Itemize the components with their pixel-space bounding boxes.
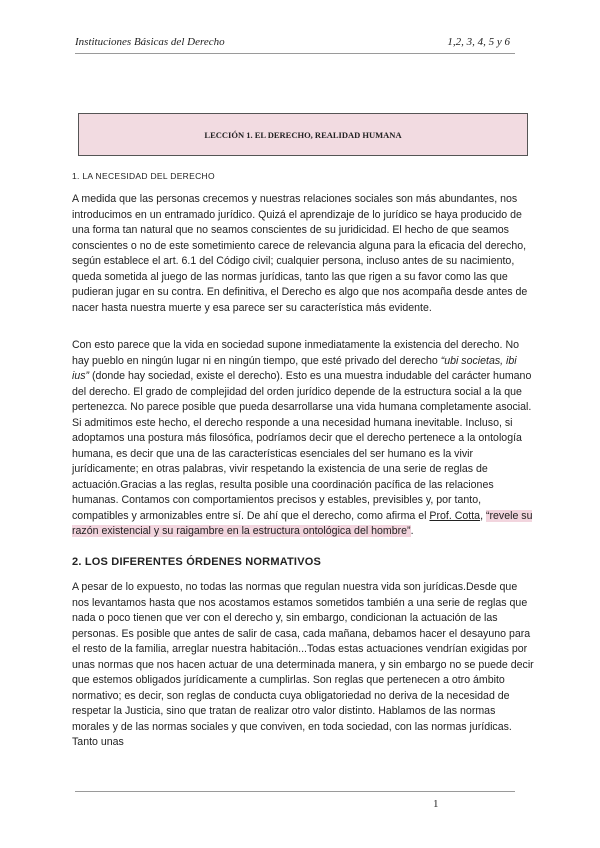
highlighted-quote: “revele su razón existencial y su raigambre en la estructura ontológica del hombre” [72, 509, 533, 537]
header-divider [75, 53, 515, 54]
paragraph-3: A pesar de lo expuesto, no todas las normas que regulan nuestra vida son jurídicas.Desde que nos levantamos hasta que nos acostamos estamos sometidos también a una serie de reglas que nada o poco tienen que ver con el derecho y, sin embargo, condicionan la actuación de las personas. Es posible que antes de salir de casa, cada mañana, debamos hacer el desayuno para el resto de la familia, arreglar nuestra habitación...Todas estas actuaciones vendrían exigidas por unas normas que nos hacen actuar de una determinada manera, y sin embargo no se puede decir que estemos obligados jurídicamente a cumplirlas. Son reglas que pertenecen a otro ámbito normativo; es decir, son reglas de conducta cuya obligatoriedad no deriva de la necesidad de respetar la Justicia, sino que tratan de realizar otro valor distinto. Hablamos de las normas morales y de las normas sociales y que conviven, en toda sociedad, con las normas jurídicas. Tanto unas [72, 581, 534, 748]
paragraph-1: A medida que las personas crecemos y nuestras relaciones sociales son más abundantes, nos introducimos en un entramado jurídico. Quizá el aprendizaje de lo jurídico se haya producido de una forma tan natural que no seamos conscientes de su juridicidad. El hecho de que seamos conscientes o no de este sometimiento carece de relevancia alguna para la eficacia del derecho, según establece el art. 6.1 del Código civil; cualquier persona, incluso antes de su nacimiento, queda sometida al juego de las normas jurídicas, tanto las que rigen a su favor como las que pudieran jugar en su contra. En definitiva, el Derecho es algo que nos acompaña desde antes de nacer hasta nuestra muerte y esa parece ser su característica más evidente. [72, 193, 528, 314]
paragraph-2-text-b: (donde hay sociedad, existe el derecho). Esto es una muestra indudable del carácter humano del derecho. El grado de complejidad del orden jurídico depende de la estructura social a la que pertenezca. No parece posible que pueda desarrollarse una vida humana completamente asocial. Si admitimos este hecho, el derecho responde a una necesidad humana inevitable. Incluso, si adoptamos una postura más filosófica, podríamos decir que el derecho pertenece a la ontología humana, es decir que una de las características esenciales del ser humano es la vivir jurídicamente; en otras palabras, vivir respetando la existencia de una serie de reglas de actuación.Gracias a las reglas, resulta posible una coordinación pacífica de las relaciones humanas. Contamos con comportamientos precisos y estables, previsibles y, por tanto, compatibles y armonizables entre sí. De ahí que el derecho, como afirma el [72, 370, 532, 522]
lesson-title: LECCIÓN 1. EL DERECHO, REALIDAD HUMANA [204, 129, 402, 140]
lesson-title-box [78, 113, 528, 156]
page-header [75, 36, 510, 48]
author-reference: Prof. Cotta [429, 509, 481, 522]
paragraph-2-text-a: Con esto parece que la vida en sociedad supone inmediatamente la existencia del derecho. No hay pueblo en ningún lugar ni en ningún tiempo, que esté privado del derecho [72, 339, 519, 367]
header-course-title: Instituciones Básicas del Derecho [75, 36, 225, 48]
section-heading-2: 2. LOS DIFERENTES ÓRDENES NORMATIVOS [72, 556, 322, 568]
section-heading-1: 1. LA NECESIDAD DEL DERECHO [72, 171, 215, 181]
paragraph-2 [72, 338, 534, 540]
paragraph-2-text-c: , [480, 509, 486, 522]
paragraph-2-text-d: . [410, 525, 414, 537]
page-number: 1 [433, 798, 439, 810]
latin-phrase: “ubi societas, ibi ius” [72, 354, 517, 382]
footer-divider [75, 791, 515, 792]
header-lessons: 1,2, 3, 4, 5 y 6 [447, 36, 510, 48]
